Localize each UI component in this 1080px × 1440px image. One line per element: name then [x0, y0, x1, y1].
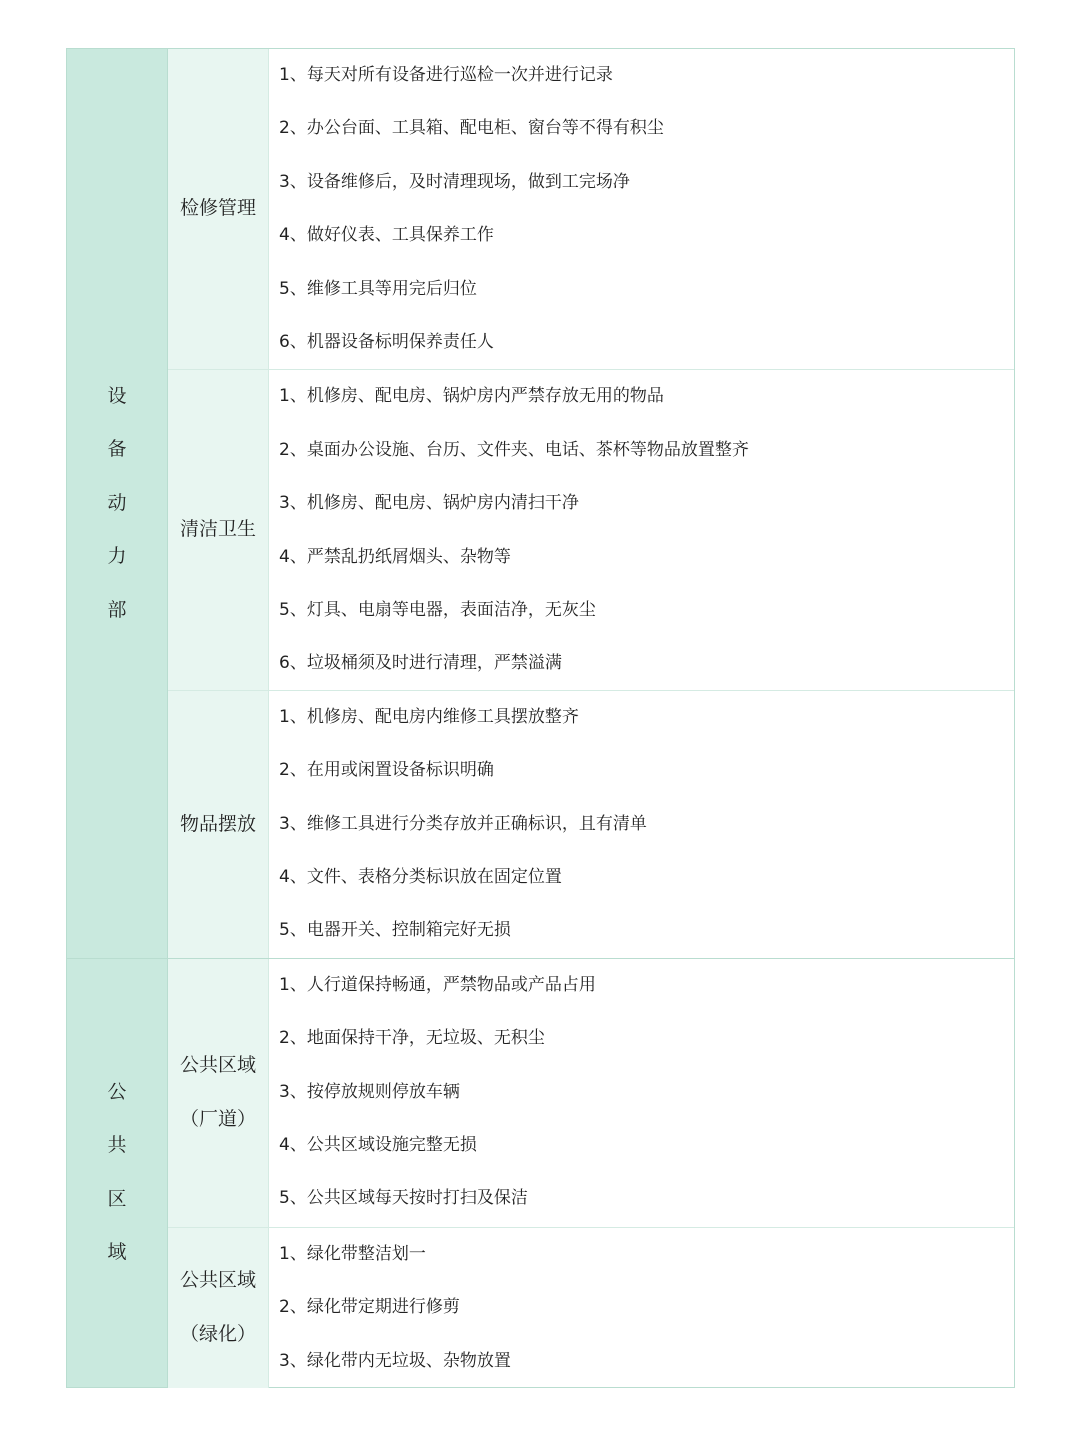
- list-item: 2、桌面办公设施、台历、文件夹、电话、茶杯等物品放置整齐: [279, 439, 749, 460]
- item-list: [269, 370, 1014, 689]
- list-item: 5、维修工具等用完后归位: [279, 278, 477, 299]
- list-item: 1、绿化带整洁划一: [279, 1243, 426, 1264]
- category-name: [180, 1039, 256, 1146]
- list-item: 5、电器开关、控制箱完好无损: [279, 920, 511, 941]
- list-item: 2、办公台面、工具箱、配电柜、窗台等不得有积尘: [279, 118, 664, 139]
- department-name-char: 力: [107, 545, 127, 568]
- category-row: [168, 369, 1014, 689]
- category-name: [180, 798, 256, 851]
- list-item: 1、机修房、配电房、锅炉房内严禁存放无用的物品: [279, 386, 664, 407]
- list-item: 4、做好仪表、工具保养工作: [279, 225, 494, 246]
- list-item: 1、每天对所有设备进行巡检一次并进行记录: [279, 65, 613, 85]
- category-name-line: 清洁卫生: [179, 518, 256, 541]
- category-row: [168, 690, 1014, 958]
- list-item: 4、严禁乱扔纸屑烟头、杂物等: [279, 546, 511, 567]
- category-row: [168, 959, 1014, 1227]
- list-item: 3、设备维修后，及时清理现场，做到工完场净: [279, 171, 630, 192]
- category-row: [168, 1227, 1014, 1388]
- category-row: [168, 49, 1014, 369]
- department-block: [67, 49, 1014, 958]
- category-cell: [168, 1228, 269, 1388]
- category-cell: [168, 370, 269, 689]
- list-item: 3、绿化带内无垃圾、杂物放置: [279, 1350, 511, 1371]
- category-name: [180, 182, 256, 235]
- department-name-char: 设: [107, 384, 127, 407]
- item-list: [269, 49, 1014, 369]
- item-list: [269, 1228, 1014, 1388]
- department-name-char: 部: [107, 598, 127, 621]
- department-cell: [67, 49, 168, 958]
- standards-table: [66, 48, 1015, 1388]
- item-list: [269, 691, 1014, 958]
- department-name-char: 共: [107, 1134, 127, 1157]
- department-cell: [67, 959, 168, 1387]
- list-item: 5、灯具、电扇等电器，表面洁净，无灰尘: [279, 599, 596, 620]
- item-list: [269, 959, 1014, 1227]
- department-name-char: 域: [107, 1241, 127, 1264]
- category-name: [180, 503, 256, 556]
- category-name-line: 检修管理: [179, 197, 256, 220]
- list-item: 2、绿化带定期进行修剪: [279, 1297, 460, 1318]
- department-name-char: 公: [107, 1081, 127, 1104]
- list-item: 6、机器设备标明保养责任人: [279, 331, 494, 352]
- list-item: 6、垃圾桶须及时进行清理，严禁溢满: [279, 653, 562, 674]
- list-item: 4、公共区域设施完整无损: [279, 1134, 477, 1155]
- category-name: [180, 1254, 256, 1361]
- category-name-line: （厂道）: [179, 1107, 256, 1130]
- category-name-line: 公共区域: [179, 1269, 256, 1292]
- list-item: 2、地面保持干净，无垃圾、无积尘: [279, 1028, 545, 1049]
- category-name-line: （绿化）: [179, 1322, 256, 1345]
- category-name-line: 物品摆放: [179, 812, 256, 835]
- list-item: 1、机修房、配电房内维修工具摆放整齐: [279, 706, 579, 727]
- category-cell: [168, 49, 269, 369]
- department-name: [107, 370, 126, 637]
- department-block: [67, 958, 1014, 1387]
- list-item: 1、人行道保持畅通，严禁物品或产品占用: [279, 974, 596, 995]
- list-item: 5、公共区域每天按时打扫及保洁: [279, 1188, 528, 1209]
- category-cell: [168, 691, 269, 958]
- category-cell: [168, 959, 269, 1227]
- list-item: 3、按停放规则停放车辆: [279, 1081, 460, 1102]
- list-item: 3、机修房、配电房、锅炉房内清扫干净: [279, 493, 579, 514]
- list-item: 3、维修工具进行分类存放并正确标识，且有清单: [279, 813, 647, 834]
- department-name-char: 动: [107, 491, 127, 514]
- category-name-line: 公共区域: [179, 1054, 256, 1077]
- list-item: 4、文件、表格分类标识放在固定位置: [279, 866, 562, 887]
- department-name: [107, 1066, 126, 1280]
- department-name-char: 备: [107, 438, 127, 461]
- department-name-char: 区: [107, 1187, 127, 1210]
- list-item: 2、在用或闲置设备标识明确: [279, 760, 494, 781]
